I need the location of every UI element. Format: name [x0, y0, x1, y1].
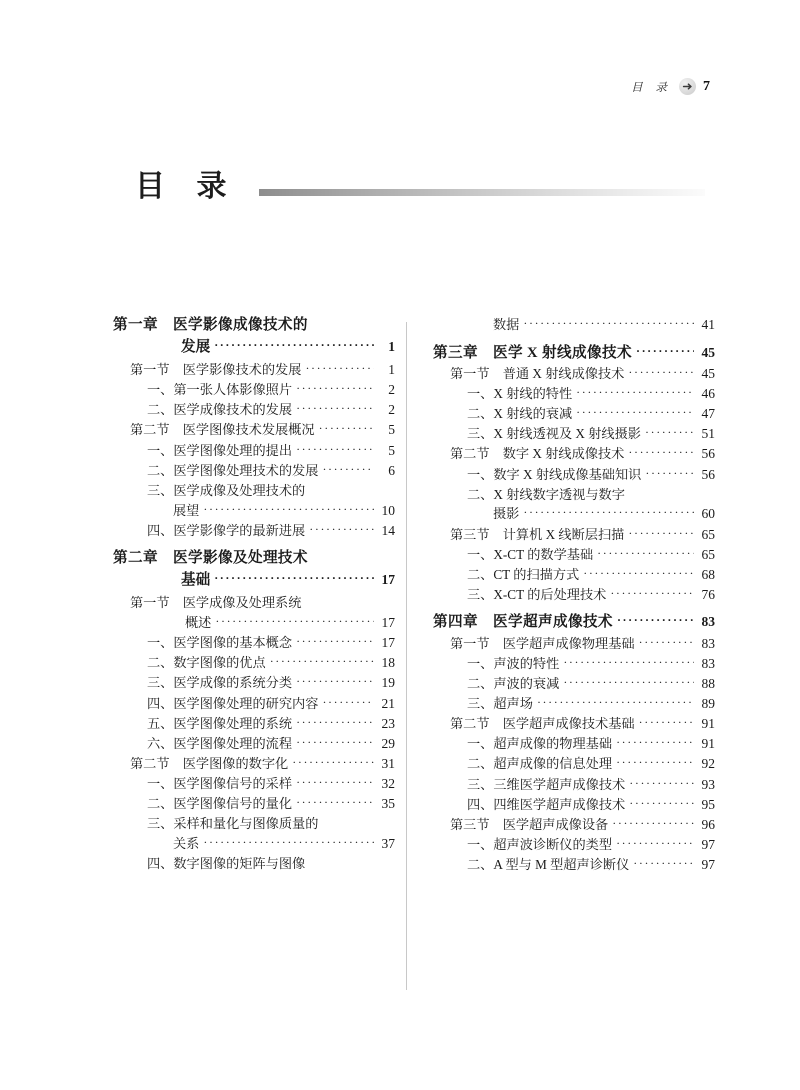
- toc-entry-page-number: 2: [388, 402, 395, 418]
- toc-entry[interactable]: [433, 838, 715, 852]
- toc-column-left: [113, 318, 395, 877]
- table-of-contents: [113, 318, 742, 990]
- toc-entry[interactable]: [113, 857, 395, 870]
- toc-leader-dots: [583, 567, 694, 579]
- toc-entry-page-number: 46: [701, 386, 715, 402]
- toc-leader-dots: [322, 696, 374, 708]
- toc-entry-label: 三、采样和量化与图像质量的: [147, 816, 319, 832]
- toc-entry[interactable]: [433, 548, 715, 562]
- toc-leader-dots: [616, 837, 694, 849]
- toc-leader-dots: [305, 362, 374, 374]
- toc-entry-page-number: 21: [381, 695, 395, 711]
- toc-entry-page-number: 88: [701, 676, 715, 692]
- toc-entry-label: 二、A 型与 M 型超声诊断仪: [467, 856, 630, 872]
- toc-entry[interactable]: [433, 427, 715, 441]
- toc-entry[interactable]: [113, 573, 395, 588]
- toc-entry[interactable]: [433, 778, 715, 792]
- toc-entry-label: 六、医学图像处理的流程: [147, 735, 293, 751]
- toc-leader-dots: [215, 615, 374, 627]
- toc-entry-label: 一、超声波诊断仪的类型: [467, 836, 613, 852]
- toc-entry-label: 第二章 医学影像及处理技术: [113, 550, 308, 567]
- toc-entry[interactable]: [433, 818, 715, 832]
- toc-entry-page-number: 91: [701, 716, 715, 732]
- toc-entry-page-number: 68: [701, 566, 715, 582]
- toc-entry-page-number: 6: [388, 462, 395, 478]
- toc-entry-label: 一、数字 X 射线成像基础知识: [467, 466, 642, 482]
- toc-entry[interactable]: [433, 346, 715, 361]
- toc-entry-page-number: 89: [701, 696, 715, 712]
- toc-entry[interactable]: [433, 318, 715, 332]
- toc-entry[interactable]: [113, 616, 395, 630]
- toc-entry[interactable]: [113, 697, 395, 711]
- toc-entry-label: 摄影: [493, 506, 520, 522]
- toc-entry[interactable]: [433, 407, 715, 421]
- toc-entry-label: 二、超声成像的信息处理: [467, 756, 613, 772]
- toc-entry[interactable]: [433, 697, 715, 711]
- toc-entry-label: 展望: [173, 502, 200, 518]
- toc-entry-page-number: 5: [388, 442, 395, 458]
- toc-entry-page-number: 35: [381, 795, 395, 811]
- toc-leader-dots: [633, 857, 694, 869]
- toc-leader-dots: [612, 817, 694, 829]
- toc-entry[interactable]: [113, 383, 395, 397]
- toc-entry[interactable]: [433, 717, 715, 731]
- toc-leader-dots: [309, 523, 374, 535]
- running-header: [631, 78, 710, 95]
- toc-entry[interactable]: [433, 468, 715, 482]
- toc-leader-dots: [296, 443, 374, 455]
- toc-leader-dots: [563, 656, 694, 668]
- toc-entry-page-number: 23: [381, 715, 395, 731]
- toc-entry-page-number: 1: [388, 362, 395, 378]
- toc-entry-label: 第四章 医学超声成像技术: [433, 614, 613, 631]
- toc-entry[interactable]: [433, 858, 715, 872]
- toc-entry-page-number: 65: [701, 546, 715, 562]
- toc-leader-dots: [629, 777, 694, 789]
- toc-leader-dots: [523, 506, 694, 518]
- toc-entry-page-number: 83: [701, 656, 715, 672]
- toc-leader-dots: [523, 317, 694, 329]
- toc-entry[interactable]: [433, 677, 715, 691]
- toc-entry-label: 第一节 医学成像及处理系统: [130, 595, 302, 611]
- toc-entry-label: 第一章 医学影像成像技术的: [113, 317, 308, 333]
- toc-leader-dots: [597, 547, 694, 559]
- toc-entry-label: 一、X 射线的特性: [467, 386, 573, 402]
- toc-entry-page-number: 47: [701, 406, 715, 422]
- toc-entry-label: 三、医学成像及处理技术的: [147, 482, 306, 498]
- toc-entry-page-number: 14: [381, 522, 395, 538]
- toc-entry-label: 第三章 医学 X 射线成像技术: [433, 344, 632, 361]
- toc-entry[interactable]: [113, 596, 395, 609]
- toc-entry[interactable]: [433, 637, 715, 651]
- toc-entry-label: 二、医学图像信号的量化: [147, 795, 293, 811]
- toc-entry-page-number: 5: [388, 422, 395, 438]
- toc-entry-page-number: 41: [701, 317, 715, 332]
- toc-leader-dots: [617, 614, 694, 626]
- page-title: 目 录: [135, 170, 239, 203]
- toc-entry-label: 二、CT 的扫描方式: [467, 566, 580, 582]
- toc-entry-label: 一、医学图像信号的采样: [147, 775, 293, 791]
- toc-entry[interactable]: [113, 717, 395, 731]
- toc-entry[interactable]: [433, 657, 715, 671]
- toc-entry-page-number: 17: [381, 635, 395, 651]
- toc-entry-label: 发展: [181, 338, 211, 355]
- toc-entry-label: 四、四维医学超声成像技术: [467, 796, 626, 812]
- toc-entry-label: 四、数字图像的矩阵与图像: [147, 855, 306, 871]
- toc-entry-label: 一、声波的特性: [467, 656, 560, 672]
- toc-entry-label: 三、三维医学超声成像技术: [467, 776, 626, 792]
- toc-leader-dots: [296, 736, 374, 748]
- toc-leader-dots: [645, 426, 694, 438]
- toc-entry-page-number: 91: [701, 736, 715, 752]
- toc-entry-page-number: 2: [388, 382, 395, 398]
- toc-entry-page-number: 56: [701, 466, 715, 482]
- toc-entry[interactable]: [113, 757, 395, 771]
- toc-entry-label: 第三节 医学超声成像设备: [450, 816, 609, 832]
- title-rule: [259, 189, 706, 196]
- toc-entry[interactable]: [113, 464, 395, 478]
- toc-entry-label: 三、医学成像的系统分类: [147, 675, 293, 691]
- toc-entry-page-number: 32: [381, 775, 395, 791]
- toc-entry-page-number: 83: [701, 635, 715, 651]
- toc-entry-page-number: 17: [381, 571, 395, 587]
- toc-entry[interactable]: [433, 528, 715, 542]
- toc-entry-page-number: 31: [381, 755, 395, 771]
- toc-leader-dots: [610, 587, 694, 599]
- toc-entry[interactable]: [433, 757, 715, 771]
- toc-leader-dots: [292, 756, 374, 768]
- toc-entry-label: 三、X 射线透视及 X 射线摄影: [467, 426, 641, 442]
- toc-leader-dots: [296, 635, 374, 647]
- toc-entry[interactable]: [113, 363, 395, 377]
- toc-entry-label: 一、医学图像的基本概念: [147, 635, 293, 651]
- toc-entry[interactable]: [113, 444, 395, 458]
- toc-leader-dots: [629, 797, 694, 809]
- toc-column-right: [433, 318, 715, 878]
- toc-entry-page-number: 95: [701, 796, 715, 812]
- toc-entry-page-number: 19: [381, 675, 395, 691]
- toc-entry[interactable]: [433, 488, 715, 501]
- toc-entry-label: 数据: [493, 317, 520, 332]
- toc-leader-dots: [645, 467, 694, 479]
- toc-entry-label: 一、医学图像处理的提出: [147, 442, 293, 458]
- toc-entry-page-number: 37: [381, 835, 395, 851]
- toc-entry-label: 第二节 医学图像技术发展概况: [130, 422, 315, 438]
- toc-leader-dots: [616, 736, 694, 748]
- toc-entry[interactable]: [113, 504, 395, 518]
- toc-entry-label: 第二节 医学超声成像技术基础: [450, 716, 635, 732]
- toc-entry[interactable]: [433, 798, 715, 812]
- toc-leader-dots: [296, 675, 374, 687]
- toc-entry-page-number: 65: [701, 526, 715, 542]
- toc-entry-page-number: 97: [701, 836, 715, 852]
- running-header-label: 目 录: [631, 81, 672, 94]
- toc-entry[interactable]: [113, 340, 395, 355]
- toc-entry[interactable]: [433, 387, 715, 401]
- toc-leader-dots: [203, 503, 374, 515]
- toc-entry[interactable]: [433, 615, 715, 630]
- toc-entry-label: 三、X-CT 的后处理技术: [467, 586, 607, 602]
- toc-entry[interactable]: [113, 777, 395, 791]
- toc-entry[interactable]: [113, 797, 395, 811]
- toc-entry-label: 第三节 计算机 X 线断层扫描: [450, 526, 625, 542]
- toc-leader-dots: [628, 366, 694, 378]
- toc-leader-dots: [322, 463, 374, 475]
- toc-entry[interactable]: [113, 817, 395, 830]
- toc-entry[interactable]: [113, 551, 395, 566]
- toc-entry-label: 二、X 射线的衰减: [467, 406, 573, 422]
- toc-entry-label: 关系: [173, 835, 200, 851]
- toc-entry-label: 第一节 普通 X 射线成像技术: [450, 366, 625, 382]
- toc-leader-dots: [296, 716, 374, 728]
- toc-leader-dots: [639, 636, 694, 648]
- toc-leader-dots: [270, 655, 374, 667]
- toc-entry-page-number: 17: [381, 615, 395, 631]
- toc-leader-dots: [628, 527, 694, 539]
- toc-entry[interactable]: [113, 636, 395, 650]
- toc-entry-page-number: 29: [381, 735, 395, 751]
- toc-entry-label: 基础: [181, 571, 211, 588]
- toc-entry-label: 五、医学图像处理的系统: [147, 715, 293, 731]
- toc-entry[interactable]: [433, 447, 715, 461]
- toc-leader-dots: [537, 696, 694, 708]
- toc-entry[interactable]: [113, 737, 395, 751]
- toc-entry[interactable]: [113, 837, 395, 851]
- toc-entry[interactable]: [433, 367, 715, 381]
- toc-entry-page-number: 92: [701, 756, 715, 772]
- arrow-right-icon: [679, 78, 696, 95]
- toc-leader-dots: [628, 446, 694, 458]
- toc-entry-label: 二、声波的衰减: [467, 676, 560, 692]
- toc-leader-dots: [636, 345, 694, 357]
- toc-leader-dots: [576, 406, 694, 418]
- toc-entry-page-number: 83: [701, 614, 715, 630]
- toc-entry[interactable]: [113, 656, 395, 670]
- toc-entry[interactable]: [433, 507, 715, 521]
- toc-entry[interactable]: [113, 423, 395, 437]
- toc-entry-label: 第二节 数字 X 射线成像技术: [450, 446, 625, 462]
- toc-leader-dots: [296, 776, 374, 788]
- toc-entry-page-number: 76: [701, 586, 715, 602]
- toc-entry[interactable]: [113, 318, 395, 333]
- toc-leader-dots: [203, 836, 374, 848]
- toc-entry-page-number: 51: [701, 426, 715, 442]
- toc-entry-label: 四、医学图像处理的研究内容: [147, 695, 319, 711]
- toc-entry[interactable]: [113, 403, 395, 417]
- toc-leader-dots: [319, 422, 374, 434]
- toc-leader-dots: [639, 716, 694, 728]
- toc-entry-page-number: 56: [701, 446, 715, 462]
- toc-entry-label: 第二节 医学图像的数字化: [130, 755, 289, 771]
- toc-entry[interactable]: [433, 737, 715, 751]
- toc-entry-label: 第一节 医学超声成像物理基础: [450, 635, 635, 651]
- column-divider: [406, 322, 407, 990]
- toc-leader-dots: [296, 402, 374, 414]
- toc-entry-page-number: 93: [701, 776, 715, 792]
- toc-entry-label: 一、X-CT 的数学基础: [467, 546, 594, 562]
- toc-entry[interactable]: [113, 484, 395, 497]
- toc-entry-label: 二、医学图像处理技术的发展: [147, 462, 319, 478]
- toc-entry-page-number: 96: [701, 816, 715, 832]
- toc-leader-dots: [563, 676, 694, 688]
- toc-entry[interactable]: [113, 676, 395, 690]
- toc-entry-page-number: 60: [701, 506, 715, 522]
- toc-entry-label: 三、超声场: [467, 696, 533, 712]
- toc-leader-dots: [214, 572, 374, 584]
- toc-entry-page-number: 45: [701, 344, 715, 360]
- running-header-page-number: 7: [703, 78, 710, 94]
- toc-entry-label: 二、X 射线数字透视与数字: [467, 486, 625, 502]
- toc-entry-page-number: 10: [381, 502, 395, 518]
- toc-entry[interactable]: [433, 568, 715, 582]
- toc-entry-page-number: 18: [381, 655, 395, 671]
- toc-entry-page-number: 1: [388, 338, 395, 354]
- toc-entry-label: 概述: [185, 615, 212, 631]
- toc-leader-dots: [576, 386, 694, 398]
- toc-entry-label: 二、医学成像技术的发展: [147, 402, 293, 418]
- toc-leader-dots: [616, 756, 694, 768]
- page-title-block: [135, 172, 705, 202]
- toc-entry-page-number: 45: [701, 366, 715, 382]
- toc-entry-label: 一、超声成像的物理基础: [467, 736, 613, 752]
- toc-entry-label: 第一节 医学影像技术的发展: [130, 362, 302, 378]
- toc-entry-label: 四、医学影像学的最新进展: [147, 522, 306, 538]
- toc-entry-page-number: 97: [701, 856, 715, 872]
- toc-leader-dots: [296, 382, 374, 394]
- toc-entry[interactable]: [433, 588, 715, 602]
- toc-entry-label: 一、第一张人体影像照片: [147, 382, 293, 398]
- toc-entry-label: 二、数字图像的优点: [147, 655, 266, 671]
- toc-entry[interactable]: [113, 524, 395, 538]
- toc-leader-dots: [214, 339, 374, 351]
- toc-leader-dots: [296, 796, 374, 808]
